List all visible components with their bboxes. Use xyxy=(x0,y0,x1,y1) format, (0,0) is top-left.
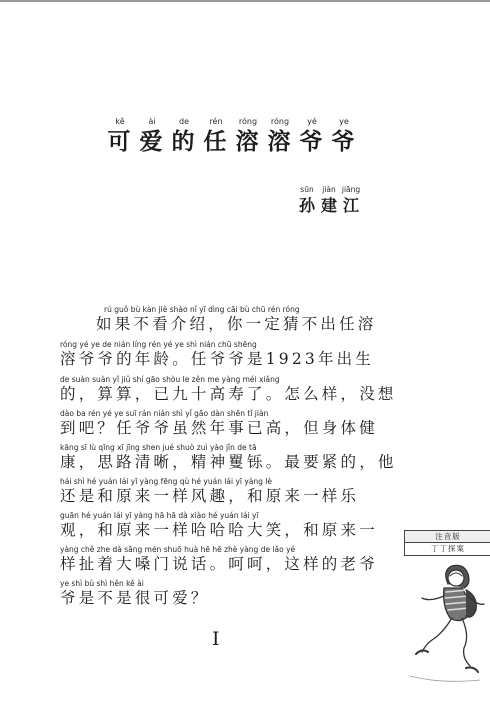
pinyin-line: rú guǒ bù kàn jiè shào nǐ yī dìng cāi bù chū rén róng xyxy=(104,305,300,314)
author-char: jiāng 江 xyxy=(341,185,361,215)
title-char: ye 爷 xyxy=(331,117,357,155)
hanzi-line: 还是和原来一样风趣，和原来一样乐 xyxy=(60,487,360,505)
hanzi-line: 的，算算，已九十高寿了。怎么样，没想 xyxy=(60,385,397,403)
hanzi-line: 康，思路清晰，精神矍铄。最要紧的，他 xyxy=(60,453,397,471)
pinyin-line: de suàn suàn yǐ jiǔ shí gāo shòu le zěn me yàng méi xiǎng xyxy=(60,375,280,384)
series-name: 丁丁探案 xyxy=(431,544,465,553)
body-line xyxy=(60,512,378,539)
running-boy-illustration xyxy=(408,556,490,696)
title-char: ài 爱 xyxy=(139,117,165,155)
title-char: yé 爷 xyxy=(299,117,325,155)
title-char: róng 溶 xyxy=(235,117,261,155)
title-char: rén 任 xyxy=(203,117,229,155)
pinyin-line: dào ba rén yé ye suī rán nián shì yǐ gāo dàn shēn tǐ jiàn xyxy=(60,409,269,418)
hanzi-line: 如果不看介绍，你一定猜不出任溶 xyxy=(96,315,377,333)
pinyin-line: guān hé yuán lái yī yàng hā hā dà xiào hé yuán lái yī xyxy=(60,511,259,520)
body-line xyxy=(60,546,378,573)
pinyin-line: ye shì bù shì hěn kě ài xyxy=(60,579,144,588)
hanzi-line: 溶爷爷的年龄。任爷爷是1923年出生 xyxy=(60,350,375,368)
pinyin-line: hái shì hé yuán lái yī yàng fēng qù hé yuán lái yī yàng lè xyxy=(60,477,273,486)
body-line xyxy=(60,376,397,403)
title-char: kě 可 xyxy=(107,117,133,155)
pinyin-line: yàng chě zhe dà sǎng mén shuō huà hē hē zhè yàng de lǎo yé xyxy=(60,545,296,554)
series-label xyxy=(404,530,490,556)
top-rule xyxy=(0,0,490,2)
body-line xyxy=(60,341,374,368)
author-name xyxy=(296,186,362,214)
pinyin-line: róng yé ye de nián líng rén yé ye shì nián chū shēng xyxy=(60,340,257,349)
hanzi-line: 爷是不是很可爱？ xyxy=(60,589,210,607)
body-line xyxy=(60,444,397,471)
hanzi-line: 到吧？任爷爷虽然年事已高，但身体健 xyxy=(60,419,378,437)
hanzi-line: 观，和原来一样哈哈哈大笑，和原来一 xyxy=(60,521,378,539)
body-line xyxy=(60,410,378,437)
title-char: róng 溶 xyxy=(267,117,293,155)
page-number: I xyxy=(212,628,220,650)
hanzi-line: 样扯着大嗓门说话。呵呵，这样的老爷 xyxy=(60,555,378,573)
body-line xyxy=(60,580,210,607)
body-line xyxy=(96,306,377,333)
author-char: jiàn 建 xyxy=(320,185,337,215)
author-char: sūn 孙 xyxy=(298,185,315,215)
body-line xyxy=(60,478,359,505)
pinyin-line: kāng sī lù qīng xī jīng shen jué shuò zuì yào jǐn de tā xyxy=(60,443,257,452)
edition-label: 注音版 xyxy=(405,531,490,543)
title-char: de 的 xyxy=(171,117,197,155)
page-title xyxy=(104,118,360,154)
